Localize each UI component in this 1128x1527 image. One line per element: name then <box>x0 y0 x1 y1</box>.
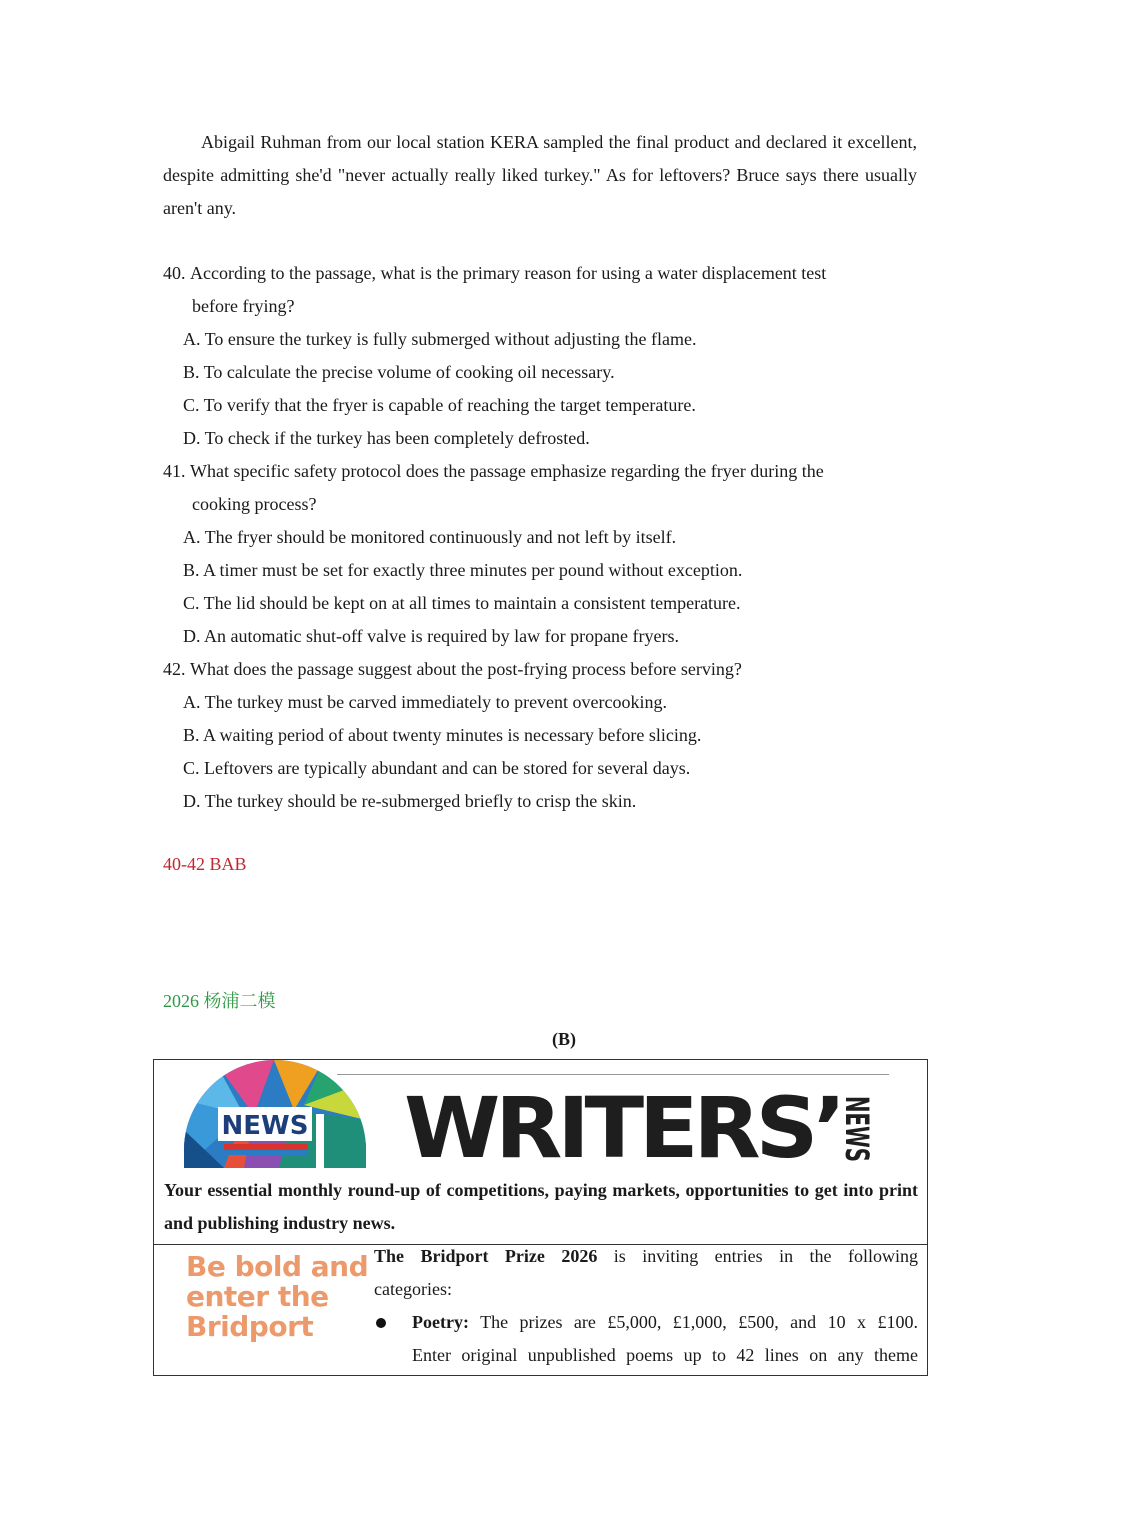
question-stem <box>163 257 917 290</box>
question-stem-text: According to the passage, what is the primary reason for using a water displacement test <box>190 263 827 283</box>
question-number: 40. <box>163 263 190 283</box>
question-stem-text: What does the passage suggest about the post-frying process before serving? <box>190 659 742 679</box>
side-news-text <box>818 1094 876 1203</box>
tagline: Your essential monthly round-up of competitions, paying markets, opportunities to get into print and publishing industry news. <box>164 1180 918 1233</box>
option-d: D. To check if the turkey has been completely defrosted. <box>183 428 590 448</box>
promo-line: enter the <box>186 1280 329 1313</box>
question-stem-continued: cooking process? <box>192 494 317 514</box>
bullet-text: The prizes are £5,000, £1,000, £500, and 10 x £100. <box>468 1312 918 1332</box>
option-a: A. The turkey must be carved immediately to prevent overcooking. <box>183 692 668 712</box>
question-41 <box>163 455 917 653</box>
prize-intro-text: is inviting entries in the following <box>597 1246 918 1266</box>
question-stem-text: What specific safety protocol does the passage emphasize regarding the fryer during the <box>190 461 824 481</box>
promo-line: Bridport <box>186 1310 314 1343</box>
source-label: 2026 杨浦二模 <box>163 991 276 1011</box>
question-40 <box>163 257 917 455</box>
option-c: C. Leftovers are typically abundant and can be stored for several days. <box>183 758 691 778</box>
option-b: B. A waiting period of about twenty minutes is necessary before slicing. <box>183 725 702 745</box>
masthead-rule <box>337 1074 889 1075</box>
question-stem-continued: before frying? <box>192 296 295 316</box>
option-c: C. To verify that the fryer is capable of reaching the target temperature. <box>183 395 696 415</box>
news-logo-text: NEWS <box>221 1111 309 1141</box>
bullet-line-continued: Enter original unpublished poems up to 42 lines on any theme <box>412 1345 918 1365</box>
option-b: B. To calculate the precise volume of cooking oil necessary. <box>183 362 615 382</box>
svg-text:NEWS: NEWS <box>838 1096 876 1203</box>
wordmark: WRITERS’ <box>404 1079 842 1177</box>
question-stem <box>163 455 917 488</box>
question-stem <box>163 653 917 686</box>
bullet-item-poetry <box>374 1306 918 1372</box>
bullet-line <box>412 1306 918 1339</box>
question-42 <box>163 653 917 818</box>
news-logo-icon <box>184 1060 366 1168</box>
intro-paragraph: Abigail Ruhman from our local station KERA sampled the final product and declared it excellent, despite admitting she'd "never actually really liked turkey." As for leftovers? Bruce says there usually aren't any. <box>163 132 917 218</box>
promo-heading <box>186 1250 369 1343</box>
prize-name: The Bridport Prize 2026 <box>374 1246 598 1266</box>
question-number: 41. <box>163 461 190 481</box>
option-d: D. The turkey should be re-submerged briefly to crisp the skin. <box>183 791 637 811</box>
option-c: C. The lid should be kept on at all times to maintain a consistent temperature. <box>183 593 741 613</box>
answer-key: 40-42 BAB <box>163 854 247 874</box>
masthead <box>154 1060 927 1203</box>
question-list <box>163 257 917 818</box>
question-number: 42. <box>163 659 190 679</box>
prize-intro-continued: categories: <box>374 1279 452 1299</box>
option-b: B. A timer must be set for exactly three minutes per pound without exception. <box>183 560 743 580</box>
prize-details <box>374 1240 918 1372</box>
option-d: D. An automatic shut-off valve is required by law for propane fryers. <box>183 626 680 646</box>
promo-line: Be bold and <box>186 1250 369 1283</box>
prize-intro <box>374 1240 918 1273</box>
option-a: A. To ensure the turkey is fully submerged without adjusting the flame. <box>183 329 697 349</box>
bullet-icon <box>376 1318 386 1328</box>
bullet-label: Poetry: <box>412 1312 469 1332</box>
option-a: A. The fryer should be monitored continuously and not left by itself. <box>183 527 677 547</box>
writers-news-ad <box>153 1059 928 1376</box>
section-label: (B) <box>552 1029 576 1049</box>
